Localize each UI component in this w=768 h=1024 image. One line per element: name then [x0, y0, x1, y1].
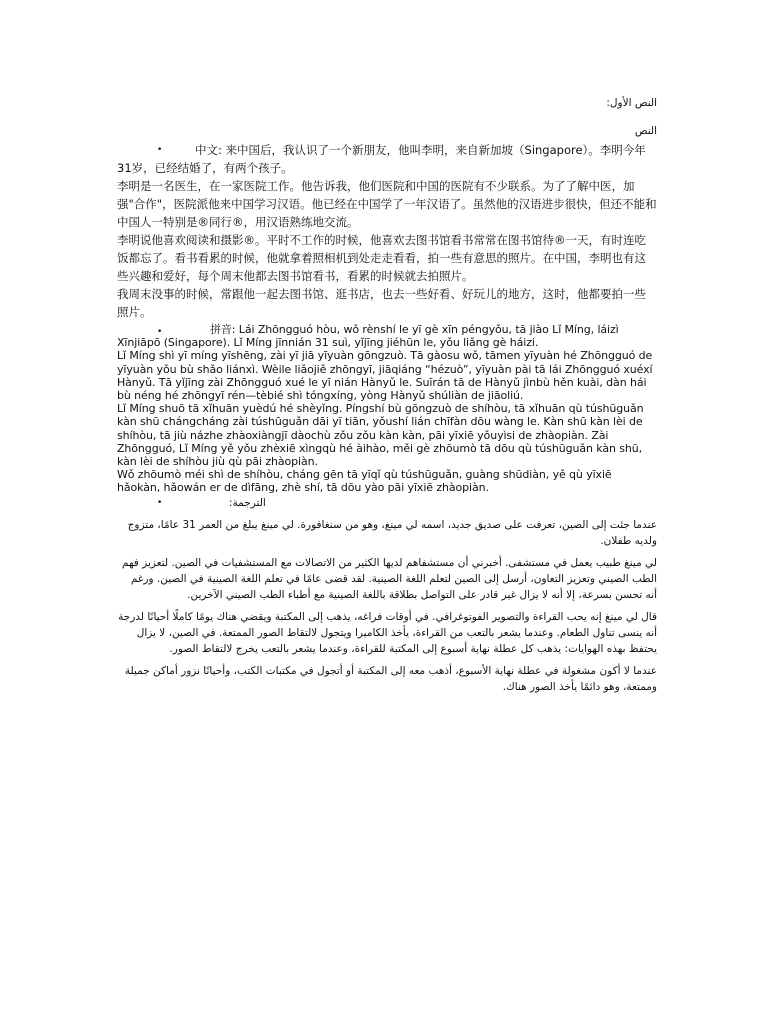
- translation-bullet-item: [117, 496, 657, 510]
- chinese-bullet-item: [117, 141, 657, 177]
- bullet-icon: •: [157, 145, 163, 155]
- pinyin-paragraph: Lǐ Míng shuō tā xǐhuān yuèdú hé shèyǐng. Píngshí bù gōngzuò de shíhòu, tā xǐhuān qù túshūguǎn kàn shū chángcháng zài túshūguǎn dāi yī tiān, yǒushí lián chīfàn dōu wàng le. Kàn shū kàn lèi de shíhòu, tā jiù názhe zhàoxiàngjī dàochù zǒu zǒu kàn kàn, pāi yīxiē yǒuyìsi de zhàopiàn. Zài Zhōngguó, Lǐ Míng yě yǒu zhèxiē xìngqù hé àihào, měi gè zhōumò tā dōu qù túshūguǎn kàn shū, kàn lèi de shíhòu jiù qù pāi zhàopiàn.: [117, 402, 644, 469]
- pinyin-paragraph: Wǒ zhōumò méi shì de shíhòu, cháng gēn tā yīqǐ qù túshūguǎn, guàng shūdiàn, yě qù yīxiē hǎokàn, hǎowán er de dìfāng, zhè shí, tā dōu yào pāi yīxiē zhàopiàn.: [117, 468, 612, 495]
- arabic-paragraph: قال لي مينغ إنه يحب القراءة والتصوير الفوتوغرافي. في أوقات فراغه، يذهب إلى المكتبة ويقضي هناك يومًا كاملًا أحيانًا لدرجة أنه ينسى تناول الطعام. وعندما يشعر بالتعب من القراءة، يأخذ الكاميرا ويتجول لالتقاط الصور الممتعة. في الصين، لا يزال يحتفظ بهذه الهوايات: يذهب كل عطلة نهاية أسبوع إلى المكتبة للقراءة، وعندما يشعر بالتعب يخرج لالتقاط الصور.: [118, 610, 657, 655]
- chinese-section: [117, 141, 657, 321]
- first-text-heading: النص الأول:: [606, 97, 657, 109]
- arabic-paragraph: عندما لا أكون مشغولة في عطلة نهاية الأسبوع، أذهب معه إلى المكتبة أو أتجول في مكتبات الكتب، وأحيانًا نزور أماكن جميلة وممتعة، وهو دائمًا يأخذ الصور هناك.: [124, 664, 657, 693]
- pinyin-bullet-item: [117, 323, 657, 349]
- pinyin-section: [117, 323, 657, 495]
- chinese-paragraph: 我周末没事的时候，常跟他一起去图书馆、逛书店，也去一些好看、好玩儿的地方，这时，他都要拍一些照片。: [117, 287, 646, 319]
- pinyin-paragraph: 拼音: Lái Zhōngguó hòu, wǒ rènshí le yī gè xīn péngyǒu, tā jiào Lǐ Míng, láizì Xīnjiāpō (Singapore). Lǐ Míng jīnnián 31 suì, yǐjīng jiéhūn le, yǒu liǎng gè háizi.: [117, 323, 619, 350]
- pinyin-paragraph: Lǐ Míng shì yī míng yīshēng, zài yī jiā yīyuàn gōngzuò. Tā gàosu wǒ, tāmen yīyuàn hé Zhōngguó de yīyuàn yǒu bù shǎo liánxì. Wèile liǎojiě zhōngyī, jiāqiáng “hézuò”, yīyuàn pài tā lái Zhōngguó xuéxí Hànyǔ. Tā yǐjīng zài Zhōngguó xué le yī nián Hànyǔ le. Suīrán tā de Hànyǔ jìnbù hěn kuài, dàn hái bù néng hé zhōngyī rén—tèbié shì tóngxíng, yòng Hànyǔ shúliàn de jiāoliú.: [117, 349, 653, 403]
- chinese-paragraph: 李明是一名医生，在一家医院工作。他告诉我，他们医院和中国的医院有不少联系。为了了解中医，加强"合作"，医院派他来中国学习汉语。他已经在中国学了一年汉语了。虽然他的汉语进步很快，但还不能和中国人一特别是®同行®，用汉语熟练地交流。: [117, 179, 657, 229]
- translation-label: الترجمة:: [229, 496, 266, 509]
- bullet-icon: •: [157, 327, 163, 337]
- arabic-paragraph: لي مينغ طبيب يعمل في مستشفى. أخبرني أن مستشفاهم لديها الكثير من الاتصالات مع المستشفيات في الصين. لتعزيز فهم الطب الصيني وتعزيز التعاون، أرسل إلى الصين لتعلم اللغة الصينية. لقد قضى عامًا في تعلم اللغة الصينية في الصين. ورغم أنه تحسن بسرعة، إلا أنه لا يزال غير قادر على التواصل بطلاقة باللغة الصينية مع أطباء الطب الصيني الآخرين.: [121, 556, 657, 601]
- document-page: [117, 96, 657, 701]
- arabic-section: [117, 517, 657, 695]
- bullet-icon: •: [157, 497, 163, 508]
- arabic-paragraph: عندما جئت إلى الصين، تعرفت على صديق جديد، اسمه لي مينغ، وهو من سنغافورة. لي مينغ يبلغ من العمر 31 عامًا، متزوج ولديه طفلان.: [127, 518, 657, 547]
- chinese-paragraph: 李明说他喜欢阅读和摄影®。平时不工作的时候，他喜欢去图书馆看书常常在图书馆待®一天，有时连吃饭都忘了。看书看累的时候，他就拿着照相机到处走走看看，拍一些有意思的照片。在中国，李明也有这些兴趣和爱好，每个周末他都去图书馆看书，看累的时候就去拍照片。: [117, 233, 646, 283]
- text-heading: النص: [634, 125, 657, 137]
- chinese-paragraph: 中文: 来中国后，我认识了一个新朋友，他叫李明，来自新加坡（Singapore）。李明今年31岁，已经结婚了，有两个孩子。: [117, 143, 646, 175]
